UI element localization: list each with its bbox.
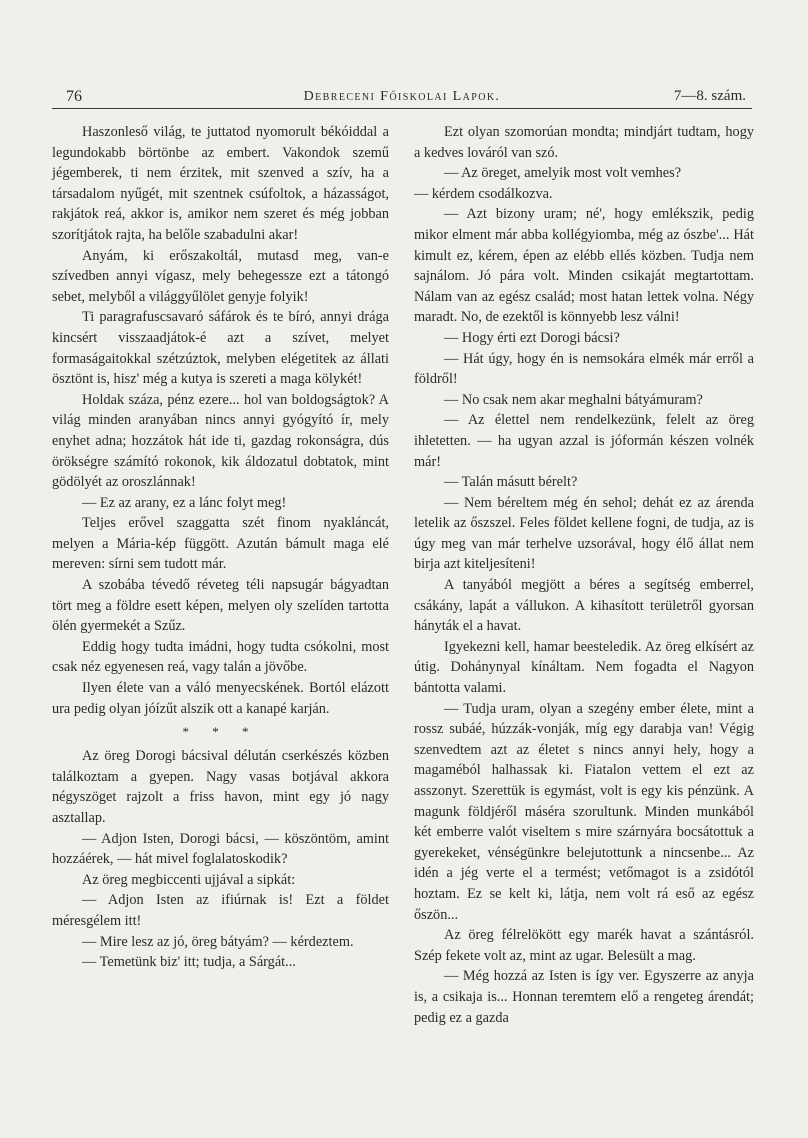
paragraph: — Temetünk biz' itt; tudja, a Sárgát...	[82, 954, 296, 971]
paragraph: — Hát úgy, hogy én is nemsokára elmék már erről a földről!	[414, 350, 754, 388]
paragraph: Az öreg félrelökött egy marék havat a szántásról. Szép fekete volt az, mint az ugar. Belesült a mag.	[414, 927, 754, 964]
paragraph: Ezt olyan szomorúan mondta; mindjárt tudtam, hogy a kedves lováról van szó.	[414, 124, 754, 161]
paragraph: — kérdem csodálkozva.	[414, 185, 553, 202]
paragraph: — Ez az arany, ez a lánc folyt meg!	[82, 494, 287, 511]
paragraph: Az öreg megbiccenti ujjával a sipkát:	[82, 871, 296, 888]
paragraph: — No csak nem akar meghalni bátyámuram?	[444, 391, 703, 408]
paragraph: Teljes erővel szaggatta szét finom nyakláncát, melyen a Mária-kép függött. Azután bámult maga elé mereven: sírni sem tudott már.	[52, 515, 389, 573]
paragraph: — Adjon Isten az ifiúrnak is! Ezt a földet méresgélem itt!	[52, 892, 389, 929]
section-separator: * * *	[182, 724, 259, 740]
paragraph: A szobába tévedő réveteg téli napsugár bágyadtan tört meg a földre esett képen, melyen oly szelíden tartotta ölén gyermekét a Szűz.	[52, 577, 389, 635]
issue-number: 7—8. szám.	[673, 88, 746, 104]
paragraph: — Azt bizony uram; né', hogy emlékszik, pedig mikor elment már abba kollégyiomba, még az ószbe'... Hát kimult ez, kérem, épen az elébb ellés közben. Tudja nem sajnálom. Jó pára volt. Minden csikaját megtartottam. Nálam van az egész család; most hatan lettek volna. Négy maradt. No, de ezektől is könnyebb lesz válni!	[414, 206, 754, 326]
left-column	[52, 122, 389, 973]
paragraph: — Mire lesz az jó, öreg bátyám? — kérdeztem.	[82, 933, 354, 950]
paragraph: Anyám, ki erőszakoltál, mutasd meg, van-e szívedben annyi vígasz, mely behegessze ezt a tátongó sebet, melyből a világgyűlölet genyje folyik!	[52, 247, 389, 305]
paragraph: Holdak száza, pénz ezere... hol van boldogságtok? A világ minden aranyában nincs annyi gyógyító ír, mely enyhet adna; hozzátok hát ide ti, gazdag rokonságra, dús örökségre számító rokonok, kik áldozatul dobtatok, mint gödölyét az oroszlánnak!	[52, 391, 389, 491]
paragraph: Eddig hogy tudta imádni, hogy tudta csókolni, most csak néz egyenesen reá, vagy talán a jövőbe.	[52, 638, 389, 676]
paragraph: Ti paragrafuscsavaró sáfárok és te bíró, annyi drága kincsért visszaadjátok-é azt a szívet, melyet formaságaitokkal szétzúztok, melyben elégetitek az állati ösztönt is, hisz' még a kutya is szereti a maga kölykét!	[52, 309, 389, 388]
paragraph: Ilyen élete van a váló menyecskének. Bortól elázott ura pedig olyan jóízűt alszik ott a kanapé karján.	[52, 680, 389, 717]
journal-title: Debreceni Főiskolai Lapok.	[303, 89, 501, 104]
paragraph: Igyekezni kell, hamar beesteledik. Az öreg elkísért az útig. Dohánynyal kínáltam. Nem fogadta el Nagyon bántotta valami.	[414, 638, 754, 697]
paragraph: Haszonleső világ, te juttatod nyomorult békóiddal a legundokabb börtönbe az embert. Vakondok szemű jégemberek, ti nem érzitek, mit szenved a szív, ha a társadalom nyűgét, mit szentnek csúfoltok, a házasságot, rakjátok reá, akkor is, amikor nem szeret és még jobban szorítjátok rajta, ha belőle szabadulni akar!	[52, 124, 389, 243]
paragraph: Az öreg Dorogi bácsival délután cserkészés közben találkoztam a gyepen. Nagy vasas botjával akkora négyszöget rajzolt a friss havon, mint egy jó nagy asztallap.	[52, 748, 389, 826]
paragraph: — Talán másutt bérelt?	[444, 474, 578, 491]
paragraph: — Nem béreltem még én sehol; dehát ez az árenda letelik az őszszel. Feles földet kellene fogni, de tudja, az is úgy meg van már terhelve uzsorával, hogy élő állat nem birja azt kiteljesíteni!	[414, 494, 754, 573]
right-column	[414, 122, 754, 1028]
page-header	[52, 88, 752, 109]
paragraph: — Hogy érti ezt Dorogi bácsi?	[444, 329, 620, 346]
paragraph: A tanyából megjött a béres a segítség emberrel, csákány, lapát a vállukon. A kihasított területről gyorsan hányták el a havat.	[414, 577, 754, 635]
page-number: 76	[66, 88, 82, 105]
paragraph: — Az öreget, amelyik most volt vemhes?	[444, 165, 682, 182]
paragraph: — Az élettel nem rendelkezünk, felelt az öreg ihletetten. — ha ugyan azzal is jóformán készen volnék már!	[414, 412, 754, 470]
paragraph: — Tudja uram, olyan a szegény ember élete, mint a rossz subáé, húzzák-vonják, míg egy darabja van! Végig szenvedtem azt az életet s nincs annyi hely, hogy a magaméból halhassak ki. Fiatalon vettem el ezt az asszonyt. Szerettük is egymást, volt is egy kis pénzünk. A magunk földjéről máséra szorultunk. Minden munkából két emberre valót viseltem s mire szárnyára bocsátottuk a gyerekeket, vénségünkre belejutottunk a nincsenbe... Az idén a jég verte el a termést; vetőmagot is a zsidótól hoztam. Ez se kelt ki, látja, nem volt rá eső az egész őszön...	[414, 700, 754, 923]
paragraph: — Adjon Isten, Dorogi bácsi, — köszöntöm, amint hozzáérek, — hát mivel foglalatoskodik?	[52, 830, 389, 868]
paragraph: — Még hozzá az Isten is így ver. Egyszerre az anyja is, a csikaja is... Honnan teremtem elő a rengeteg árendát; pedig ez a gazda	[414, 968, 754, 1026]
